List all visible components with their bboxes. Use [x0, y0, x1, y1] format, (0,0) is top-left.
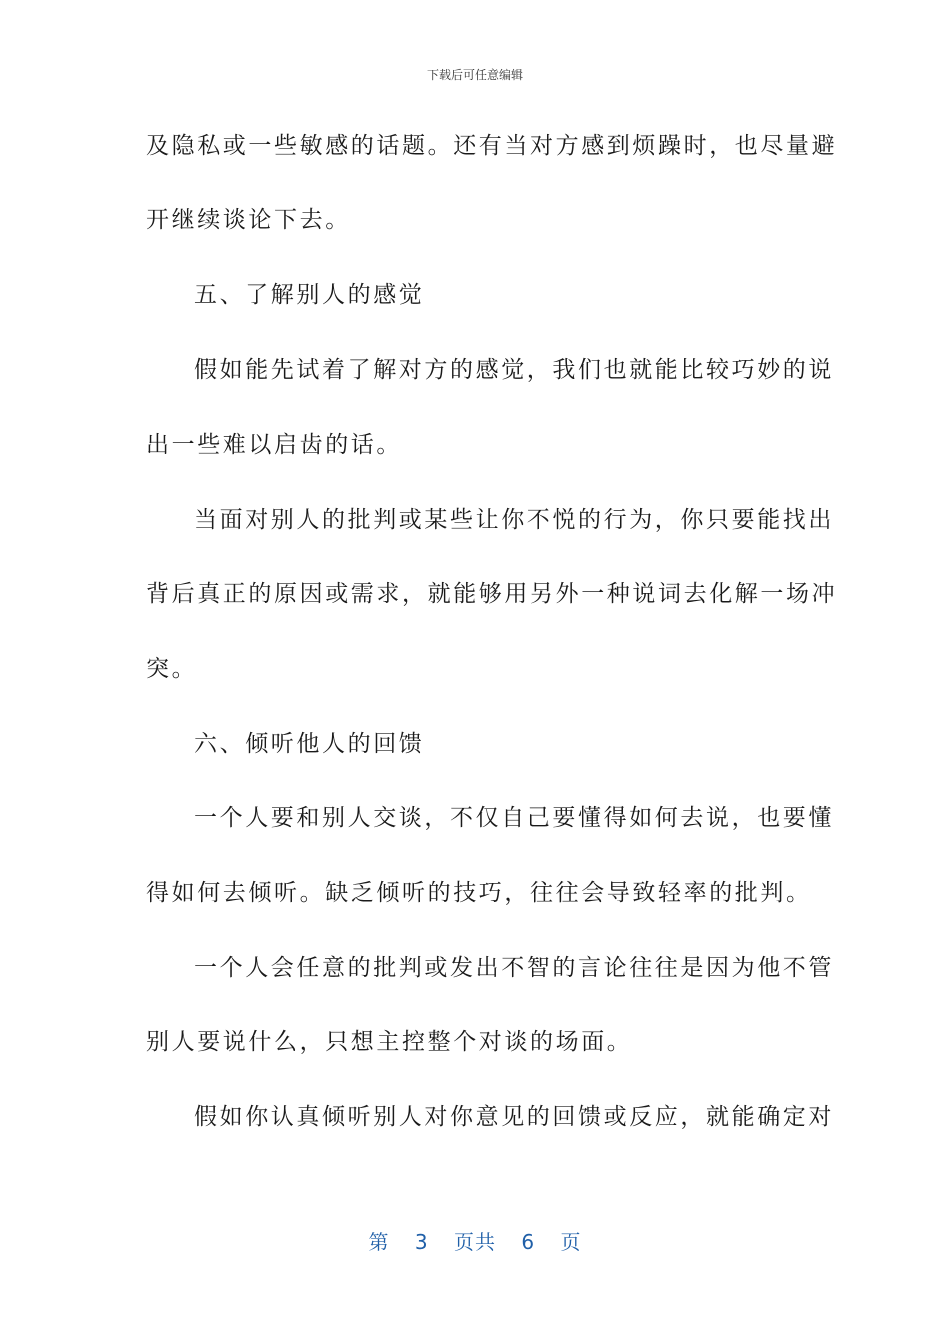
text-line: 别人要说什么，只想主控整个对谈的场面。	[146, 1029, 633, 1055]
current-page-number: 3	[414, 1230, 429, 1254]
text-line: 当面对别人的批判或某些让你不悦的行为，你只要能找出	[194, 507, 834, 533]
section-heading: 五、了解别人的感觉	[194, 282, 425, 308]
page-header: 下载后可任意编辑	[426, 68, 523, 82]
page-footer	[0, 1226, 950, 1255]
text-line: 得如何去倾听。缺乏倾听的技巧，往往会导致轻率的批判。	[146, 880, 812, 906]
section-heading: 六、倾听他人的回馈	[194, 731, 425, 757]
text-line: 一个人要和别人交谈，不仅自己要懂得如何去说，也要懂	[194, 805, 834, 831]
text-line: 开继续谈论下去。	[146, 207, 351, 233]
footer-middle: 页共	[454, 1230, 496, 1254]
text-line: 出一些难以启齿的话。	[146, 432, 402, 458]
footer-prefix: 第	[368, 1230, 390, 1254]
text-line: 一个人会任意的批判或发出不智的言论往往是因为他不管	[194, 955, 834, 981]
total-pages-number: 6	[521, 1230, 536, 1254]
text-line: 假如能先试着了解对方的感觉，我们也就能比较巧妙的说	[194, 357, 834, 383]
text-line: 突。	[146, 656, 198, 682]
text-line: 背后真正的原因或需求，就能够用另外一种说词去化解一场冲	[146, 581, 838, 607]
footer-suffix: 页	[560, 1230, 582, 1254]
text-line: 及隐私或一些敏感的话题。还有当对方感到烦躁时，也尽量避	[146, 133, 838, 159]
text-line: 假如你认真倾听别人对你意见的回馈或反应，就能确定对	[194, 1104, 834, 1130]
